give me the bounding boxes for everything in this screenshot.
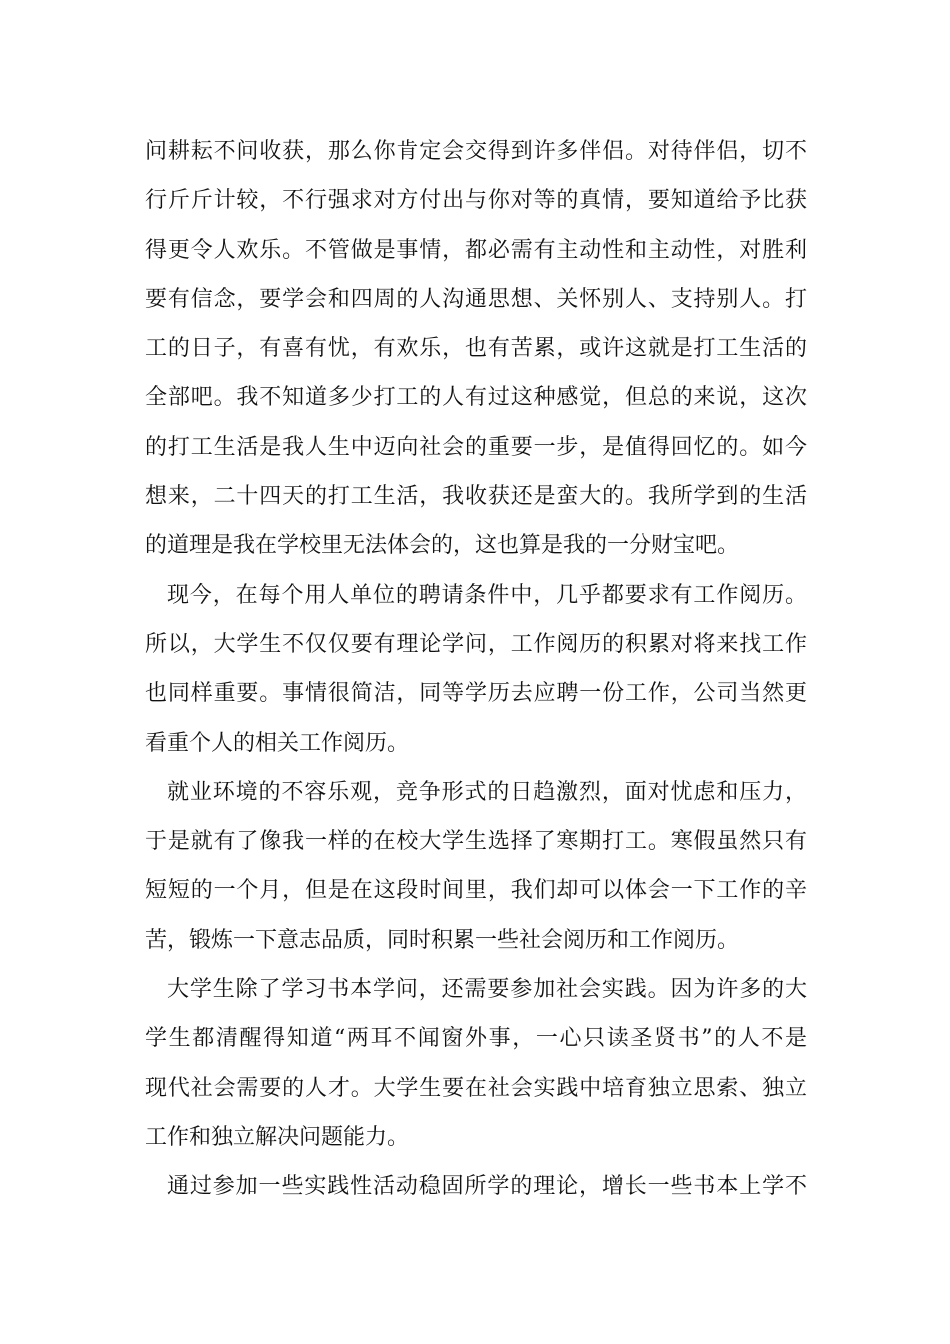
text-line: 全部吧。我不知道多少打工的人有过这种感觉，但总的来说，这次 (145, 385, 807, 411)
text-line: 想来，二十四天的打工生活，我收获还是蛮大的。我所学到的生活 (145, 484, 807, 510)
text-line: 也同样重要。事情很简洁，同等学历去应聘一份工作，公司当然更 (145, 681, 807, 707)
text-line: 的打工生活是我人生中迈向社会的重要一步，是值得回忆的。如今 (145, 434, 807, 460)
text-line: 就业环境的不容乐观，竞争形式的日趋激烈，面对忧虑和压力， (167, 779, 807, 805)
text-line: 工的日子，有喜有忧，有欢乐，也有苦累，或许这就是打工生活的 (145, 336, 807, 362)
text-line: 于是就有了像我一样的在校大学生选择了寒期打工。寒假虽然只有 (145, 829, 807, 855)
text-line: 看重个人的相关工作阅历。 (145, 730, 410, 756)
text-line: 现今，在每个用人单位的聘请条件中，几乎都要求有工作阅历。 (167, 582, 807, 608)
text-line: 苦，锻炼一下意志品质，同时积累一些社会阅历和工作阅历。 (145, 927, 740, 953)
text-line: 问耕耘不问收获，那么你肯定会交得到许多伴侣。对待伴侣，切不 (145, 139, 807, 164)
text-line: 得更令人欢乐。不管做是事情，都必需有主动性和主动性，对胜利 (145, 237, 807, 263)
text-line: 学生都清醒得知道“两耳不闻窗外事，一心只读圣贤书”的人不是 (145, 1026, 807, 1052)
text-line: 要有信念，要学会和四周的人沟通思想、关怀别人、支持别人。打 (145, 286, 807, 312)
text-line: 工作和独立解决问题能力。 (145, 1124, 410, 1150)
text-line: 现代社会需要的人才。大学生要在社会实践中培育独立思索、独立 (145, 1075, 807, 1101)
text-line: 通过参加一些实践性活动稳固所学的理论，增长一些书本上学不 (167, 1174, 807, 1200)
text-line: 所以，大学生不仅仅要有理论学问，工作阅历的积累对将来找工作 (145, 631, 807, 657)
text-line: 短短的一个月，但是在这段时间里，我们却可以体会一下工作的辛 (145, 878, 807, 904)
text-line: 的道理是我在学校里无法体会的，这也算是我的一分财宝吧。 (145, 533, 740, 559)
text-line: 行斤斤计较，不行强求对方付出与你对等的真情，要知道给予比获 (145, 188, 807, 214)
text-line: 大学生除了学习书本学问，还需要参加社会实践。因为许多的大 (167, 977, 807, 1003)
document-body (145, 127, 807, 1212)
